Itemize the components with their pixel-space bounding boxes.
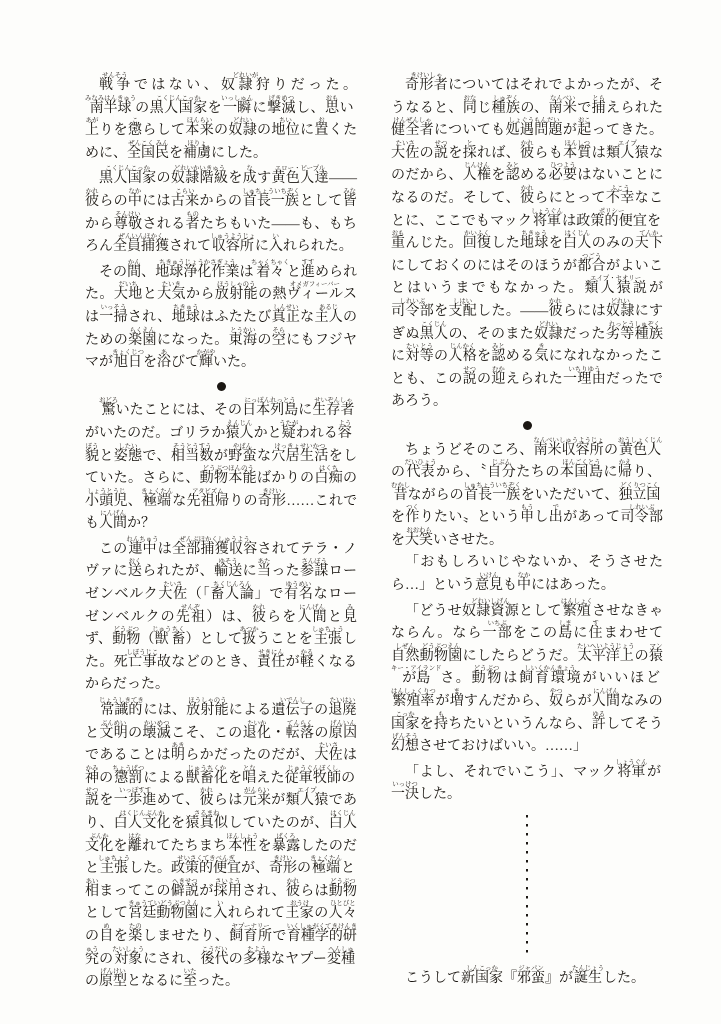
- ruby-annotated-word: 穴居生活けっきょせいかつ: [271, 442, 329, 464]
- ruby-annotated-word: 対象たいしょう: [112, 945, 145, 967]
- bullet-icon: [217, 382, 226, 391]
- ruby-annotated-word: 戦争せんそう: [99, 72, 134, 93]
- ruby-annotated-word: 後代こうだい: [200, 945, 229, 967]
- ruby-annotated-word: 類人猿エイプ: [606, 139, 650, 161]
- ruby-annotated-word: 動物園どうぶつえん: [419, 642, 463, 664]
- ruby-annotated-word: 首長一族しゅちょういちぞく: [242, 187, 300, 209]
- bullet-icon: [523, 421, 532, 430]
- ruby-annotated-word: 南米収容所なんべいしゅうようじょ: [533, 436, 604, 458]
- ruby-annotated-word: 対たい: [405, 343, 420, 365]
- ruby-annotated-word: 大佐たいさ: [391, 139, 420, 161]
- ruby-annotated-word: 真正しんせい: [271, 303, 301, 325]
- ruby-annotated-word: 主張しゅちょう: [98, 855, 130, 877]
- ruby-annotated-word: 暴露ばくろ: [271, 832, 301, 854]
- ruby-annotated-word: 原型げんけい: [99, 968, 127, 990]
- ruby-annotated-word: 認みと: [491, 343, 506, 365]
- ruby-annotated-word: 司令部しれいぶ: [391, 297, 435, 319]
- ruby-annotated-word: 先祖せんぞ: [175, 603, 207, 625]
- ruby-annotated-word: 白人はくじん: [328, 810, 358, 831]
- ruby-annotated-word: 相当数そうとうすう: [170, 442, 214, 464]
- ruby-annotated-word: 説せつ: [85, 787, 100, 809]
- ruby-annotated-word: 人格じんかく: [448, 343, 478, 365]
- ruby-annotated-word: 一決いっけつ: [391, 781, 419, 803]
- ruby-annotated-word: 本国島ほんごくとう: [559, 459, 604, 481]
- ruby-annotated-word: 人間にんげん: [297, 603, 328, 625]
- ruby-annotated-word: 当あた: [256, 558, 272, 580]
- ruby-annotated-word: 軽かる: [299, 648, 315, 670]
- ruby-annotated-word: 奴隷階級どれいかいきゅう: [170, 165, 229, 187]
- ruby-annotated-word: 必要ひつよう: [548, 162, 578, 184]
- ruby-annotated-word: 本性ほんしょう: [226, 832, 259, 854]
- ruby-annotated-word: 本来ほんらい: [185, 117, 215, 139]
- ruby-annotated-word: 幻想げんそう: [391, 733, 419, 755]
- ruby-annotated-word: 離はな: [127, 832, 142, 854]
- ruby-annotated-word: 全部捕獲収容ぜんぶほかくしゅうよう: [172, 535, 258, 557]
- ruby-annotated-word: 明あき: [171, 742, 186, 764]
- ruby-annotated-word: 退化たいか: [242, 719, 272, 741]
- dotted-line-icon: [526, 815, 529, 955]
- section-separator-dot: [85, 375, 357, 398]
- ruby-annotated-word: 許ゆる: [591, 710, 607, 732]
- ruby-annotated-word: 獣じゅう: [152, 626, 172, 648]
- ruby-annotated-word: 目め: [99, 922, 114, 944]
- ruby-annotated-word: 参謀さんぼう: [300, 558, 329, 580]
- ruby-annotated-word: 貌ぼう: [85, 442, 100, 464]
- ruby-annotated-word: 持も: [434, 710, 449, 732]
- ruby-annotated-word: 奇形きけい: [257, 487, 287, 509]
- ruby-annotated-word: 東海とうかい: [228, 326, 258, 348]
- ruby-annotated-word: 生存者せいぞんしゃ: [312, 397, 355, 419]
- ruby-annotated-word: 都合つごう: [577, 252, 607, 274]
- text-column-left: [85, 72, 357, 1024]
- ruby-annotated-word: 採用さいよう: [213, 877, 243, 899]
- ruby-annotated-word: 先祖帰アタビズム: [186, 487, 230, 509]
- ruby-annotated-word: 白人はくじん: [563, 230, 592, 252]
- ruby-annotated-word: 新国家しんこっか: [461, 965, 503, 986]
- ruby-annotated-word: 文明ぶんめい: [99, 719, 129, 741]
- ruby-annotated-word: 補虜ほりょ: [183, 139, 211, 161]
- ruby-annotated-word: 畜ちく: [171, 626, 186, 648]
- paragraph: 常識的じょうしきてきには、放射能ほうしゃのうによる遺伝子いでんしの退廃たいはいと文明ぶんめいの壊滅かいめつこそ、この退化たいか・転落てんらくの原因げんいんであることは明あきらかだったのだが、大佐たいさは神かみの懲罰ちょうばつによる獣畜化じゅうちくかを唱となえた従軍牧師じゅうぐんぼくしの説せつを一歩進いっぽすすめて、彼かれらは元来がんらいが類人猿エイプであり、白人文化はくじんぶんかを猿真似さるまねしていたのが、白人はくじん文化ぶんかを離はなれてたちまち本性ほんしょうを暴露ばくろしたのだと主張しゅちょうした。政策的便宜せいさくてきべんぎが、奇形きけいの極端きょくたんと相あいまってこの僻説へきせつが採用さいようされ、彼かれらは動物どうぶつとして宮廷動物園きゅうていどうぶつえんに入いれられて王家おうけの人々ひとびとの目めを楽たのしませたり、飼育所ヤプーナリーで育種学的研究いくしゅがくてきけんきゅうの対象たいしょうにされ、後代こうだいの多様たようなヤプー変種へんしゅの原型げんけいとなるに至いたった。: [85, 697, 358, 990]
- ruby-annotated-word: 説せつ: [462, 365, 478, 387]
- ruby-annotated-word: 民みん: [155, 139, 169, 161]
- ruby-annotated-word: 一歩進いっぽすす: [113, 787, 157, 809]
- ruby-annotated-word: 地球浄化作業ちきゅうじょうかさぎょう: [155, 258, 240, 280]
- ruby-annotated-word: 中なか: [127, 187, 143, 209]
- ruby-annotated-word: 白人文化はくじんぶんか: [113, 810, 172, 831]
- section-separator-dot: [391, 414, 663, 437]
- ruby-annotated-word: 驚おどろ: [99, 397, 119, 419]
- ruby-annotated-word: 育種学的研究いくしゅがくてきけんきゅう: [85, 922, 358, 967]
- paragraph: 黒人国家こくじんこっかの奴隷階級どれいかいきゅうを成なす黄色人達エロー・ピープル——彼かれらの中なかには古来こらいからの首長一族しゅちょういちぞくとして皆みなから尊敬そんけいされる者ものたちもいた——も、もちろん全員捕獲ぜんいんほかくされて収容所しゅうようじょに入いれられた。: [85, 165, 358, 255]
- ruby-annotated-word: 地位ちい: [271, 117, 301, 139]
- ruby-annotated-word: 有名ゆうめい: [284, 581, 314, 603]
- ruby-annotated-word: 独立国どくりつこく: [618, 481, 661, 503]
- ruby-annotated-word: 彼かれ: [548, 297, 563, 319]
- paragraph: ちょうどそのころ、南米収容所なんべいしゅうようじょの黄色人おうしょくじんの代表だいひょうから、〝自分じぶんたちの本国島ほんごくとうに帰かえり、昔むかしながらの首長一族しゅちょういちぞくをいただいて、独立国どくりつこくを作つくりたい〟という申もうし出でがあって司令部しれいぶを大笑おおわらいさせた。: [391, 436, 664, 548]
- ruby-annotated-word: 政策的便宜せいさくてきべんぎ: [170, 855, 241, 877]
- ruby-annotated-word: 動物どうぶつ: [471, 665, 504, 687]
- ruby-annotated-word: 輸送ゆそう: [213, 558, 243, 580]
- ruby-annotated-word: 文化ぶんか: [85, 832, 114, 854]
- ruby-annotated-word: 太平洋上たいへいようじょう: [577, 642, 635, 664]
- ruby-annotated-word: 地球ちきゅう: [520, 230, 549, 252]
- ruby-annotated-word: 間かん: [127, 258, 142, 280]
- ruby-annotated-word: 浴あ: [156, 349, 171, 371]
- ruby-annotated-word: 類人猿説エイプ・セオリー: [584, 275, 649, 297]
- paragraph: 「おもしろいじやないか、そうさせたら…」という意見いけんも中なかにはあった。: [391, 555, 663, 594]
- ruby-annotated-word: 一部いちぶ: [482, 620, 513, 642]
- ruby-annotated-word: 動物本能どうぶつほんのう: [199, 465, 258, 487]
- ruby-annotated-word: 扱あつか: [239, 626, 259, 648]
- ruby-annotated-word: 者もの: [185, 210, 200, 232]
- ruby-annotated-word: 大佐たいさ: [158, 581, 188, 603]
- ruby-annotated-word: 進すす: [300, 258, 315, 280]
- ruby-annotated-word: 変種へんしゅ: [327, 945, 356, 967]
- ruby-annotated-word: 南半球みなみはんきゅう: [85, 94, 137, 116]
- ruby-annotated-word: 繁殖率はんしょくりつ: [391, 688, 436, 710]
- ruby-annotated-word: 宮廷動物園きゅうていどうぶつえん: [128, 900, 199, 922]
- ruby-annotated-word: 猿が島マンキー・アイランド: [391, 642, 664, 687]
- ruby-annotated-word: 一瞬いっしゅん: [221, 94, 254, 116]
- ruby-annotated-word: 退廃たいはい: [328, 697, 357, 719]
- ruby-annotated-word: 司令部しれいぶ: [620, 504, 664, 526]
- ruby-annotated-word: 人間にんげん: [591, 688, 621, 710]
- ruby-annotated-word: 奴隷どれい: [228, 117, 258, 139]
- ruby-annotated-word: 野蛮やばん: [228, 442, 257, 464]
- ruby-annotated-word: 申もう: [520, 504, 535, 526]
- ruby-annotated-word: 畜人論ちくじんろん: [210, 581, 255, 603]
- ruby-annotated-word: 健全者けんぜんしゃ: [391, 117, 435, 139]
- ruby-annotated-word: 大気たいき: [157, 281, 186, 303]
- ruby-annotated-word: 置お: [314, 117, 329, 139]
- ruby-annotated-word: 迎むか: [491, 365, 506, 387]
- ruby-annotated-word: 類人猿エイプ: [285, 787, 329, 809]
- ruby-annotated-word: 上あが: [85, 117, 100, 139]
- ruby-annotated-word: 姿態したい: [113, 442, 143, 464]
- ruby-annotated-word: 尊敬そんけい: [113, 210, 143, 232]
- ruby-annotated-word: 楽園らくえん: [128, 326, 157, 348]
- paragraph: その間かん、地球浄化作業ちきゅうじょうかさぎょうは着々ちゃくちゃくと進すすめられた。大地だいちと大気たいきから放射能ほうしゃのうの熱ヴィールスオメガフィーバーは一掃いっそうされ、地球ちきゅうはふたたび真正しんせいな主人あるじのための楽園らくえんになった。東海とうかいの空そらにもフジヤマが旭日きょくじつを浴あびて輝かがやいた。: [85, 258, 358, 371]
- ruby-annotated-word: 旭日きょくじつ: [112, 349, 144, 371]
- ruby-annotated-word: 国家こっか: [391, 710, 420, 732]
- ruby-annotated-word: 天下てんか: [634, 230, 664, 252]
- ruby-annotated-word: 中なか: [517, 572, 531, 594]
- ruby-annotated-word: 思おも: [325, 94, 340, 116]
- ruby-annotated-word: 懲こ: [128, 117, 143, 139]
- ruby-annotated-word: 疑うたが: [279, 419, 299, 441]
- ruby-annotated-word: 全員捕獲ぜんいんほかく: [113, 233, 169, 255]
- ruby-annotated-word: 送おく: [127, 558, 143, 580]
- ruby-annotated-word: 連中れんちゅう: [126, 535, 159, 557]
- ruby-annotated-word: 動物どうぶつ: [328, 877, 358, 899]
- ruby-annotated-word: 繁殖はんしょく: [560, 597, 593, 619]
- ruby-annotated-word: 支配しはい: [448, 297, 478, 319]
- ruby-annotated-word: 住す: [588, 620, 604, 642]
- ruby-annotated-word: 同おな: [462, 94, 478, 116]
- ruby-annotated-word: 撃滅げきめつ: [267, 94, 297, 116]
- ruby-annotated-word: 人間にんげん: [99, 510, 127, 532]
- ruby-annotated-word: 誕生たんじょう: [572, 965, 604, 986]
- ruby-annotated-word: 作つく: [405, 504, 420, 526]
- paragraph: 「よし、それでいこう」、マック将軍しょうぐんが一決いっけつした。: [391, 758, 662, 803]
- ruby-annotated-word: 南米なんべい: [548, 94, 578, 116]
- vertical-ellipsis-separator: [391, 815, 663, 955]
- ruby-annotated-word: 大地だいち: [113, 281, 143, 303]
- ruby-annotated-word: 自然しぜん: [391, 642, 420, 664]
- ruby-annotated-word: 政策的便宜ポリシー: [576, 207, 648, 229]
- ruby-annotated-word: 常識的じょうしきてき: [99, 697, 144, 719]
- ruby-annotated-word: 認みと: [505, 162, 521, 184]
- ruby-annotated-word: 僻説へきせつ: [170, 877, 200, 899]
- ruby-annotated-word: 黄色人達エロー・ピープル: [271, 165, 329, 187]
- ruby-annotated-word: 入い: [213, 900, 228, 922]
- ruby-annotated-word: 奴隷狩どれいが: [221, 72, 274, 93]
- ruby-annotated-word: 気き: [534, 343, 549, 365]
- ruby-annotated-word: 着々ちゃくちゃく: [251, 258, 290, 280]
- ruby-annotated-word: 将軍しょうぐん: [615, 758, 648, 780]
- ruby-annotated-word: 奴隷どれい: [534, 320, 563, 342]
- ruby-annotated-word: 猿真似さるまね: [185, 810, 229, 831]
- ruby-annotated-word: 皆みな: [342, 187, 357, 209]
- ruby-annotated-word: 主人あるじ: [314, 303, 344, 325]
- ruby-annotated-word: 邪蛮ジャパン: [517, 965, 545, 986]
- ruby-annotated-word: 一理由いちりゆう: [563, 365, 607, 387]
- ruby-annotated-word: 出で: [548, 504, 564, 526]
- ruby-annotated-word: 古来こらい: [170, 187, 200, 209]
- ruby-annotated-word: 捕とら: [591, 94, 606, 116]
- ruby-annotated-word: 放射能ほうしゃのう: [214, 281, 259, 303]
- paragraph: 奇形者きけいしゃについてはそれでよかったが、そうなると、同おなじ種族しゅぞくの、南米なんべいで捕とらえられた健全者けんぜんしゃについても処遇問題しょぐうもんだいが起おこってきた。大佐たいさの説せつを採とれば、彼かれらも本質ほんしつは類人猿エイプなのだから、人権じんけんを認みとめる必要ひつようはないことになるのだ。そして、彼かれらにとって不幸ふこうなことに、ここでもマック将軍しょうぐんは政策的便宜ポリシーを重おもんじた。回復かいふくした地球ちきゅうを白人はくじんのみの天下てんかにしておくのにはそのほうが都合つごうがよいことはいうまでもなかった。類人猿説エイプ・セオリーが司令部しれいぶを支配しはいした。——彼かれらには奴隷どれいにすぎぬ黒人こくじんの、そのまた奴隷どれいだった劣等種族れっとうしゅぞくに対たい等とうの人格じんかくを認みとめる気きになれなかったことも、この説せつの迎むかえられた一理由いちりゆうだったであろう。: [391, 72, 664, 410]
- ruby-annotated-word: 一掃いっそう: [99, 303, 128, 325]
- ruby-annotated-word: 懲罰ちょうばつ: [112, 764, 145, 786]
- ruby-annotated-word: 帰かえ: [618, 459, 633, 481]
- ruby-annotated-word: 黄色人おうしょくじん: [617, 436, 663, 458]
- ruby-annotated-word: 死亡事故しぼうじこ: [113, 648, 172, 670]
- ruby-annotated-word: 白痴はくち: [314, 465, 344, 487]
- paragraph: この連中れんちゅうは全部捕獲収容ぜんぶほかくしゅうようされてテラ・ノヴァに送おくられたが、輸送ゆそうに当あたった参謀さんぼうローゼンベルク大佐たいさ（「畜人論ちくじんろん」で有名ゆうめいなローゼンベルクの先祖せんぞ）は、彼かれらを人間にんげんと見みず、動物どうぶつ（獣じゅう畜ちく）として扱あつかうことを主張しゅちょうした。死亡事故しぼうじこなどのとき、責任せきにんが軽かるくなるからだった。: [85, 535, 358, 693]
- ruby-annotated-word: 自分じぶん: [487, 459, 517, 481]
- ruby-annotated-word: 奇形者きけいしゃ: [405, 72, 449, 93]
- ruby-annotated-word: 処遇問題しょぐうもんだい: [505, 117, 563, 139]
- ruby-annotated-word: 獣畜化じゅうちくか: [185, 764, 229, 786]
- ruby-annotated-word: 重おも: [391, 230, 406, 252]
- ruby-annotated-word: 責任せきにん: [256, 648, 286, 670]
- ruby-annotated-word: 壊滅かいめつ: [142, 719, 172, 741]
- ruby-annotated-word: 昔むかし: [391, 481, 411, 503]
- ruby-annotated-word: 見み: [343, 603, 358, 625]
- ruby-annotated-word: 極端きょくたん: [309, 855, 342, 877]
- ruby-annotated-word: 採と: [462, 139, 478, 161]
- ruby-annotated-word: 唱とな: [242, 764, 257, 786]
- ruby-annotated-word: 奇形きけい: [268, 855, 297, 877]
- ruby-annotated-word: 飼育所ヤプーナリー: [229, 922, 273, 944]
- ruby-annotated-word: 黒人国家こくじんこっか: [149, 94, 208, 116]
- ruby-annotated-word: 彼かれ: [285, 877, 301, 899]
- ruby-annotated-word: 彼かれ: [251, 603, 268, 625]
- paragraph: こうして新国家しんこっか『邪蛮ジャパン』が誕生たんじょうした。: [405, 965, 645, 986]
- text-column-right: [391, 72, 663, 1024]
- ruby-annotated-word: 意見いけん: [475, 572, 503, 594]
- ruby-annotated-word: 彼かれ: [199, 787, 214, 809]
- paragraph: 驚おどろいたことには、その日本列島にっぽんれっとうに生存者せいぞんしゃがいたのだ。ゴリラか猿人えんじんかと疑うたがわれる容よう貌ぼうと姿態したいで、相当数そうとうすうが野蛮やばんな穴居生活けっきょせいかつをしていた。さらに、動物本能どうぶつほんのうばかりの白痴はくちの小頭児しょうとうじ、極端きょくたんな先祖帰アタビズムりの奇形きけい……これでも人間にんげんか？: [85, 397, 358, 532]
- ruby-annotated-word: 種族しゅぞく: [491, 94, 521, 116]
- ruby-annotated-word: 多様たよう: [242, 945, 272, 967]
- ruby-annotated-word: 楽たの: [128, 922, 143, 944]
- ruby-annotated-word: 王家おうけ: [285, 900, 315, 922]
- ruby-annotated-word: 容よう: [337, 419, 352, 441]
- ruby-annotated-word: 従軍牧師じゅうぐんぼくし: [284, 764, 342, 786]
- ruby-annotated-word: 元来がんらい: [242, 787, 272, 809]
- paragraph: 「どうせ奴隷資源どれいしげんとして繁殖はんしょくさせなきゃならん。なら一部いちぶをこの島しまに住すまわせて自然しぜん動物園どうぶつえんにしたらどうだ。太平洋上たいへいようじょうの猿が島マンキー・アイランドさ。動物どうぶつは飼育環境しいくかんきょうがいいほど繁殖率はんしょくりつが増ますんだから、奴やつらが人間にんげんなみの国家こっかを持もちたいというんなら、許ゆるしてそう幻想げんそうさせておけばいい。……」: [391, 597, 664, 755]
- ruby-annotated-word: 神かみ: [85, 764, 100, 786]
- ruby-annotated-word: 島しま: [558, 620, 574, 642]
- ruby-annotated-word: 増ま: [449, 688, 464, 710]
- ruby-annotated-word: 成な: [242, 165, 258, 187]
- ruby-annotated-word: 人々ひとびと: [328, 900, 358, 922]
- ruby-annotated-word: 劣等種族れっとうしゅぞく: [605, 320, 664, 342]
- ruby-annotated-word: 大笑おおわら: [405, 526, 433, 548]
- ruby-annotated-word: 首長一族しゅちょういちぞく: [463, 481, 521, 503]
- ruby-annotated-word: 入い: [268, 233, 283, 255]
- ruby-annotated-word: 極端きょくたん: [141, 487, 173, 509]
- ruby-annotated-word: 彼かれ: [520, 139, 535, 161]
- ruby-annotated-word: 至いた: [183, 968, 197, 990]
- ruby-annotated-word: 収容所しゅうようじょ: [210, 233, 256, 255]
- ruby-annotated-word: 大佐たいさ: [314, 742, 344, 764]
- ruby-annotated-word: 奴やつ: [549, 688, 564, 710]
- ruby-annotated-word: 放射能ほうしゃのう: [186, 697, 229, 719]
- ruby-annotated-word: 熱ヴィールスオメガフィーバー: [272, 281, 358, 303]
- ruby-annotated-word: 説せつ: [434, 139, 449, 161]
- ruby-annotated-word: 飼育環境しいくかんきょう: [519, 665, 583, 687]
- ruby-annotated-word: 奴隷資源どれいしげん: [462, 597, 520, 619]
- ruby-annotated-word: 彼かれ: [520, 184, 535, 206]
- ruby-annotated-word: 本質ほんしつ: [563, 139, 592, 161]
- ruby-annotated-word: 原因げんいん: [328, 719, 358, 741]
- ruby-annotated-word: 等とう: [419, 343, 435, 365]
- ruby-annotated-word: 黒人国家こくじんこっか: [99, 165, 157, 187]
- ruby-annotated-word: 輝かがや: [196, 349, 216, 371]
- ruby-annotated-word: 地球ちきゅう: [171, 303, 201, 325]
- ruby-annotated-word: 不幸ふこう: [605, 184, 635, 206]
- ruby-annotated-word: 空そら: [271, 326, 287, 348]
- ruby-annotated-word: 人権じんけん: [462, 162, 492, 184]
- ruby-annotated-word: 小頭児しょうとうじ: [85, 487, 128, 509]
- paragraph: 戦争せんそうではない、奴隷狩どれいがりだった。南半球みなみはんきゅうの黒人国家こくじんこっかを一瞬いっしゅんに撃滅げきめつし、思おもい上あがりを懲こらして本来ほんらいの奴隷どれいの地位ちいに置おくために、全国ぜんこく民みんを補虜ほりょにした。: [85, 72, 358, 161]
- ruby-annotated-word: 代表だいひょう: [404, 459, 437, 481]
- ruby-annotated-word: 日本列島にっぽんれっとう: [242, 397, 299, 419]
- ruby-annotated-word: 遺伝子いでんし: [271, 697, 315, 719]
- ruby-annotated-word: 相あい: [85, 877, 100, 899]
- ruby-annotated-word: 主張しゅちょう: [311, 626, 344, 648]
- ruby-annotated-word: 回復かいふく: [462, 230, 492, 252]
- ruby-annotated-word: 動物どうぶつ: [112, 626, 141, 648]
- ruby-annotated-word: 将軍しょうぐん: [530, 207, 563, 229]
- ruby-annotated-word: 猿人えんじん: [225, 419, 254, 441]
- ruby-annotated-word: 起おこ: [577, 117, 592, 139]
- ruby-annotated-word: 全国ぜんこく: [127, 139, 155, 161]
- ruby-annotated-word: 転落てんらく: [285, 719, 315, 741]
- ruby-annotated-word: 彼かれ: [85, 187, 100, 209]
- ruby-annotated-word: 奴隷どれい: [605, 297, 635, 319]
- ruby-annotated-word: 黒人こくじん: [419, 320, 449, 342]
